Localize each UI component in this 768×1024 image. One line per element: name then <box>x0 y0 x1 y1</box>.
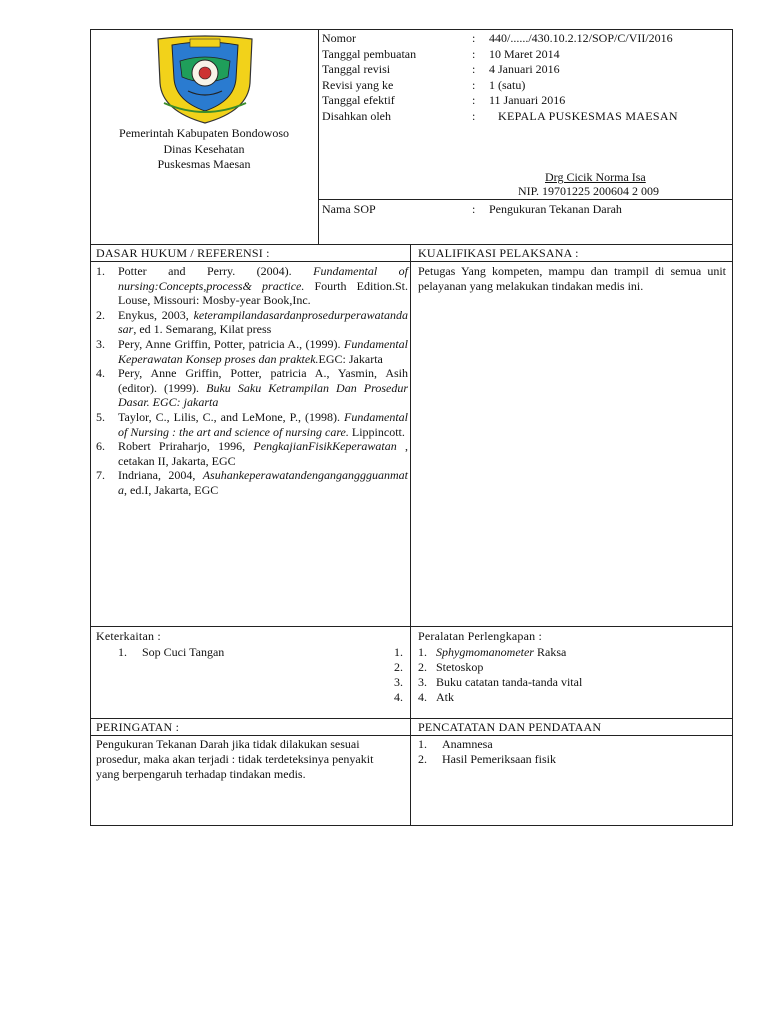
meta-row-disahkan-oleh <box>322 109 732 125</box>
reference-item <box>96 337 408 366</box>
reference-pre: Robert Priraharjo, 1996, <box>118 439 254 454</box>
reference-title: Fundamental of nursing:Concepts,process& practice. <box>118 264 408 293</box>
reference-title: Asuhankeperawatandenganganggguanmata <box>118 468 408 497</box>
meta-value: 11 Januari 2016 <box>489 93 566 107</box>
document-meta-table <box>322 31 732 124</box>
meta-colon: : <box>472 31 476 45</box>
reference-title: Fundamental Keperawatan Konsep proses dan praktek. <box>118 336 408 366</box>
peralatan-list <box>418 645 582 705</box>
pencatatan-list <box>418 737 556 767</box>
empty-item-number: 2. <box>394 660 403 674</box>
empty-item-number: 3. <box>394 675 403 689</box>
reference-item <box>96 439 408 468</box>
signer-nip: NIP. 19701225 200604 2 009 <box>518 184 660 198</box>
reference-post: Lippincott. <box>348 424 405 439</box>
reference-pre: Pery, Anne Griffin, Potter, patricia A., (1999). <box>118 336 344 351</box>
peralatan-item-plain: Atk <box>436 690 454 704</box>
reference-number: 2. <box>96 307 105 322</box>
sop-colon: : <box>472 202 476 216</box>
keterkaitan-item <box>118 645 224 660</box>
list-number: 1. <box>118 645 127 659</box>
reference-number: 4. <box>96 366 105 381</box>
list-number: 2. <box>418 660 427 674</box>
bondowoso-emblem-logo <box>150 33 260 125</box>
org-name-block <box>90 126 318 173</box>
meta-row-tanggal-efektif <box>322 93 732 109</box>
meta-label: Revisi yang ke <box>322 77 394 92</box>
meta-label: Tanggal efektif <box>322 93 395 107</box>
signer-name: Drg Cicik Norma Isa <box>545 170 646 184</box>
kualifikasi-heading: KUALIFIKASI PELAKSANA : <box>418 246 579 260</box>
meta-value: 1 (satu) <box>489 77 526 92</box>
meta-label: Tanggal pembuatan <box>322 46 417 61</box>
emblem-icon <box>150 33 260 125</box>
reference-item <box>96 264 408 308</box>
meta-label: Nomor <box>322 31 356 45</box>
reference-item <box>96 308 408 337</box>
meta-colon: : <box>472 46 476 61</box>
dasar-hukum-heading: DASAR HUKUM / REFERENSI : <box>96 246 270 260</box>
reference-item <box>96 410 408 439</box>
meta-row-nomor <box>322 31 732 47</box>
list-number: 1. <box>418 645 427 659</box>
peralatan-heading: Peralatan Perlengkapan : <box>418 629 543 643</box>
keterkaitan-right-numbers <box>394 645 403 705</box>
pencatatan-item <box>418 737 556 752</box>
reference-number: 3. <box>96 336 105 351</box>
meta-colon: : <box>472 62 476 76</box>
meta-row-tanggal-revisi <box>322 62 732 78</box>
meta-value: 10 Maret 2014 <box>489 46 560 61</box>
reference-text <box>118 366 408 410</box>
meta-colon: : <box>472 77 476 92</box>
reference-text <box>118 410 408 439</box>
sop-name-row <box>322 202 732 217</box>
kualifikasi-text: Petugas Yang kompeten, mampu dan trampil di semua unit pelayanan yang melakukan tindakan medis ini. <box>418 264 726 293</box>
divider-after-head1 <box>90 261 733 262</box>
meta-label: Tanggal revisi <box>322 62 391 76</box>
list-number: 2. <box>418 752 427 766</box>
reference-item <box>96 468 408 497</box>
divider-after-head3 <box>90 735 733 736</box>
reference-title: Buku Saku Ketrampilan Dan Prosedur Dasar. EGC: jakarta <box>118 380 408 410</box>
reference-post: EGC: Jakarta <box>318 351 383 366</box>
keterkaitan-list <box>118 645 224 660</box>
peralatan-item <box>418 645 582 660</box>
meta-label: Disahkan oleh <box>322 108 391 123</box>
divider-before-keterkaitan <box>90 626 733 627</box>
org-line-department: Dinas Kesehatan <box>163 141 245 156</box>
meta-row-tanggal-pembuatan <box>322 47 732 63</box>
meta-colon: : <box>472 93 476 107</box>
pencatatan-item-text: Anamnesa <box>442 737 493 751</box>
peralatan-item <box>418 690 582 705</box>
peralatan-item-plain: Raksa <box>533 645 567 659</box>
reference-pre: Taylor, C., Lilis, C., and LeMone, P., (1998). <box>118 409 344 424</box>
header-vertical-divider <box>318 29 319 245</box>
reference-pre: Indriana, 2004, <box>118 468 203 483</box>
reference-item <box>96 366 408 410</box>
org-line-government: Pemerintah Kabupaten Bondowoso <box>119 126 289 140</box>
meta-value: 440/....../430.10.2.12/SOP/C/VII/2016 <box>489 31 673 45</box>
peralatan-item-plain: Stetoskop <box>436 660 484 674</box>
meta-value: 4 Januari 2016 <box>489 62 560 76</box>
reference-number: 1. <box>96 264 105 278</box>
sop-label: Nama SOP <box>322 202 376 216</box>
peringatan-text: Pengukuran Tekanan Darah jika tidak dilakukan sesuai prosedur, maka akan terjadi : tidak terdeteksinya penyakit yang berpengaruh terhadap tindakan medis. <box>96 737 374 781</box>
peralatan-item-italic: Sphygmomanometer <box>436 645 534 659</box>
list-number: 4. <box>418 690 427 704</box>
reference-text <box>118 468 408 497</box>
keterkaitan-heading: Keterkaitan : <box>96 629 161 643</box>
empty-item-number: 1. <box>394 645 403 659</box>
list-number: 3. <box>418 675 427 689</box>
empty-item-number: 4. <box>394 690 403 704</box>
header-sop-divider <box>318 199 733 200</box>
pencatatan-heading: PENCATATAN DAN PENDATAAN <box>418 720 602 734</box>
reference-number: 6. <box>96 439 105 454</box>
reference-text <box>118 439 408 468</box>
reference-title: PengkajianFisikKeperawatan <box>253 439 397 454</box>
divider-before-peringatan <box>90 718 733 719</box>
pencatatan-item-text: Hasil Pemeriksaan fisik <box>442 752 556 766</box>
reference-post: , cetakan II, Jakarta, EGC <box>118 439 408 468</box>
sop-title: Pengukuran Tekanan Darah <box>489 202 622 216</box>
reference-list <box>96 264 408 498</box>
org-line-puskesmas: Puskesmas Maesan <box>157 157 251 171</box>
keterkaitan-item-text: Sop Cuci Tangan <box>142 645 225 659</box>
reference-text <box>118 308 408 337</box>
meta-colon: : <box>472 108 476 123</box>
peralatan-item <box>418 660 582 675</box>
list-number: 1. <box>418 737 427 751</box>
reference-post: , ed 1. Semarang, Kilat press <box>133 322 272 337</box>
reference-number: 7. <box>96 468 105 483</box>
peralatan-item <box>418 675 582 690</box>
reference-post: Fourth Edition.St. Louse, Missouri: Mosby-year Book,Inc. <box>118 278 409 308</box>
reference-title: Fundamental of Nursing : the art and science of nursing care. <box>118 409 408 439</box>
peralatan-item-plain: Buku catatan tanda-tanda vital <box>436 675 583 689</box>
body-center-divider <box>410 245 411 826</box>
meta-row-revisi-ke <box>322 78 732 94</box>
reference-number: 5. <box>96 409 105 424</box>
reference-text <box>118 264 408 308</box>
reference-pre: Potter and Perry. (2004). <box>118 264 314 278</box>
pencatatan-item <box>418 752 556 767</box>
reference-pre: Enykus, 2003, <box>118 307 194 322</box>
reference-text <box>118 337 408 366</box>
meta-value: KEPALA PUSKESMAS MAESAN <box>498 108 678 123</box>
peralatan-item-text <box>436 645 566 660</box>
reference-post: , ed.I, Jakarta, EGC <box>124 482 219 497</box>
reference-pre: Pery, Anne Griffin, Potter, patricia A., Yasmin, Asih (editor). (1999). <box>118 366 408 395</box>
peringatan-heading: PERINGATAN : <box>96 720 180 734</box>
reference-title: keterampilandasardanprosedurperawatandasar <box>118 307 408 337</box>
